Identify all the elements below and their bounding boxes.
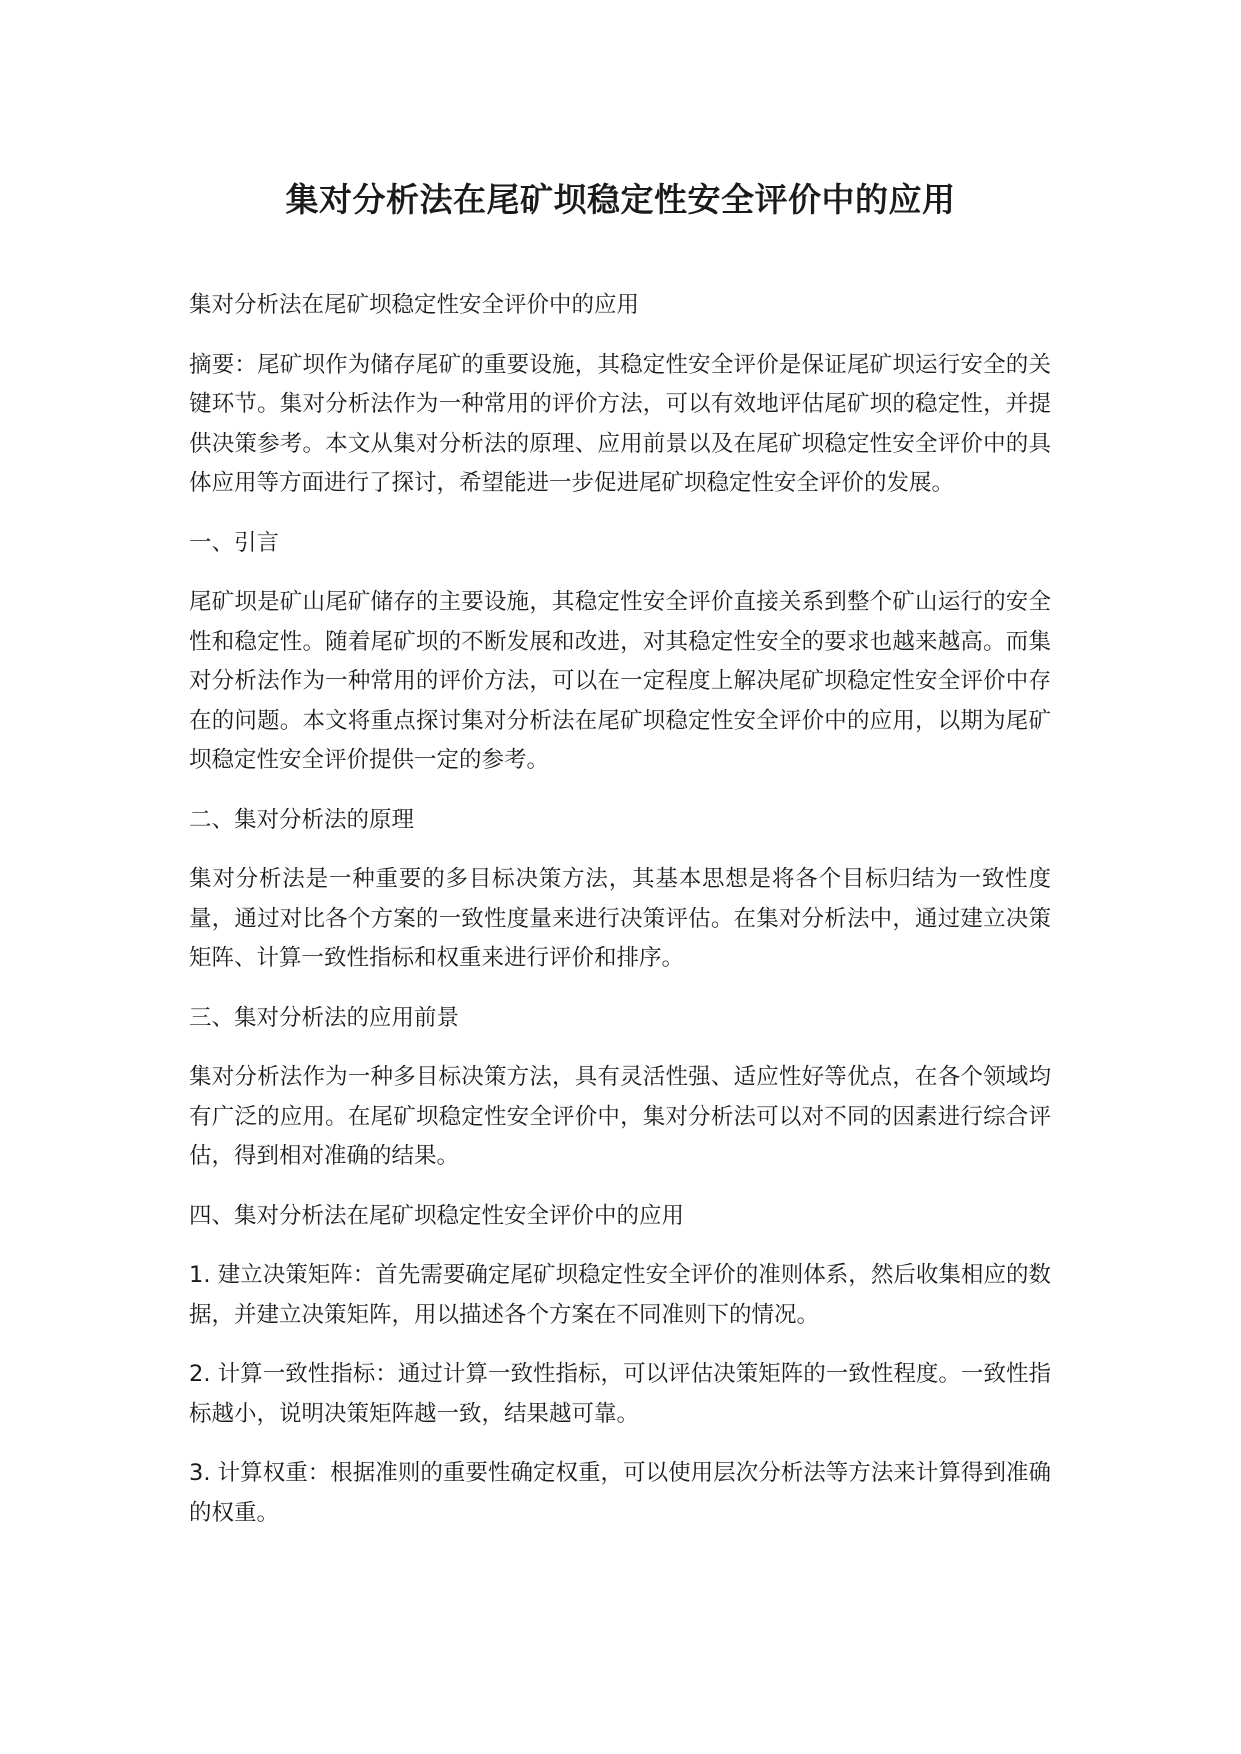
list-item: 1. 建立决策矩阵：首先需要确定尾矿坝稳定性安全评价的准则体系，然后收集相应的数据，并建立决策矩阵，用以描述各个方案在不同准则下的情况。 bbox=[189, 1262, 1051, 1328]
document-subtitle: 集对分析法在尾矿坝稳定性安全评价中的应用 bbox=[189, 292, 640, 318]
abstract-paragraph: 摘要：尾矿坝作为储存尾矿的重要设施，其稳定性安全评价是保证尾矿坝运行安全的关键环节。集对分析法作为一种常用的评价方法，可以有效地评估尾矿坝的稳定性，并提供决策参考。本文从集对分析法的原理、应用前景以及在尾矿坝稳定性安全评价中的具体应用等方面进行了探讨，希望能进一步促进尾矿坝稳定性安全评价的发展。 bbox=[189, 351, 1051, 496]
document-title: 集对分析法在尾矿坝稳定性安全评价中的应用 bbox=[285, 180, 956, 219]
section-paragraph: 集对分析法是一种重要的多目标决策方法，其基本思想是将各个目标归结为一致性度量，通过对比各个方案的一致性度量来进行决策评估。在集对分析法中，通过建立决策矩阵、计算一致性指标和权重来进行评价和排序。 bbox=[189, 866, 1051, 971]
section-paragraph: 集对分析法作为一种多目标决策方法，具有灵活性强、适应性好等优点，在各个领域均有广泛的应用。在尾矿坝稳定性安全评价中，集对分析法可以对不同的因素进行综合评估，得到相对准确的结果。 bbox=[189, 1064, 1051, 1169]
section-heading-introduction: 一、引言 bbox=[189, 529, 280, 556]
section-heading-prospects: 三、集对分析法的应用前景 bbox=[189, 1004, 460, 1031]
document-body bbox=[189, 286, 1051, 1553]
section-paragraph: 尾矿坝是矿山尾矿储存的主要设施，其稳定性安全评价直接关系到整个矿山运行的安全性和稳定性。随着尾矿坝的不断发展和改进，对其稳定性安全的要求也越来越高。而集对分析法作为一种常用的评价方法，可以在一定程度上解决尾矿坝稳定性安全评价中存在的问题。本文将重点探讨集对分析法在尾矿坝稳定性安全评价中的应用，以期为尾矿坝稳定性安全评价提供一定的参考。 bbox=[189, 589, 1051, 773]
section-heading-application: 四、集对分析法在尾矿坝稳定性安全评价中的应用 bbox=[189, 1202, 685, 1229]
section-heading-principle: 二、集对分析法的原理 bbox=[189, 806, 415, 833]
list-item: 3. 计算权重：根据准则的重要性确定权重，可以使用层次分析法等方法来计算得到准确的权重。 bbox=[189, 1460, 1051, 1526]
list-item: 2. 计算一致性指标：通过计算一致性指标，可以评估决策矩阵的一致性程度。一致性指标越小，说明决策矩阵越一致，结果越可靠。 bbox=[189, 1361, 1051, 1427]
